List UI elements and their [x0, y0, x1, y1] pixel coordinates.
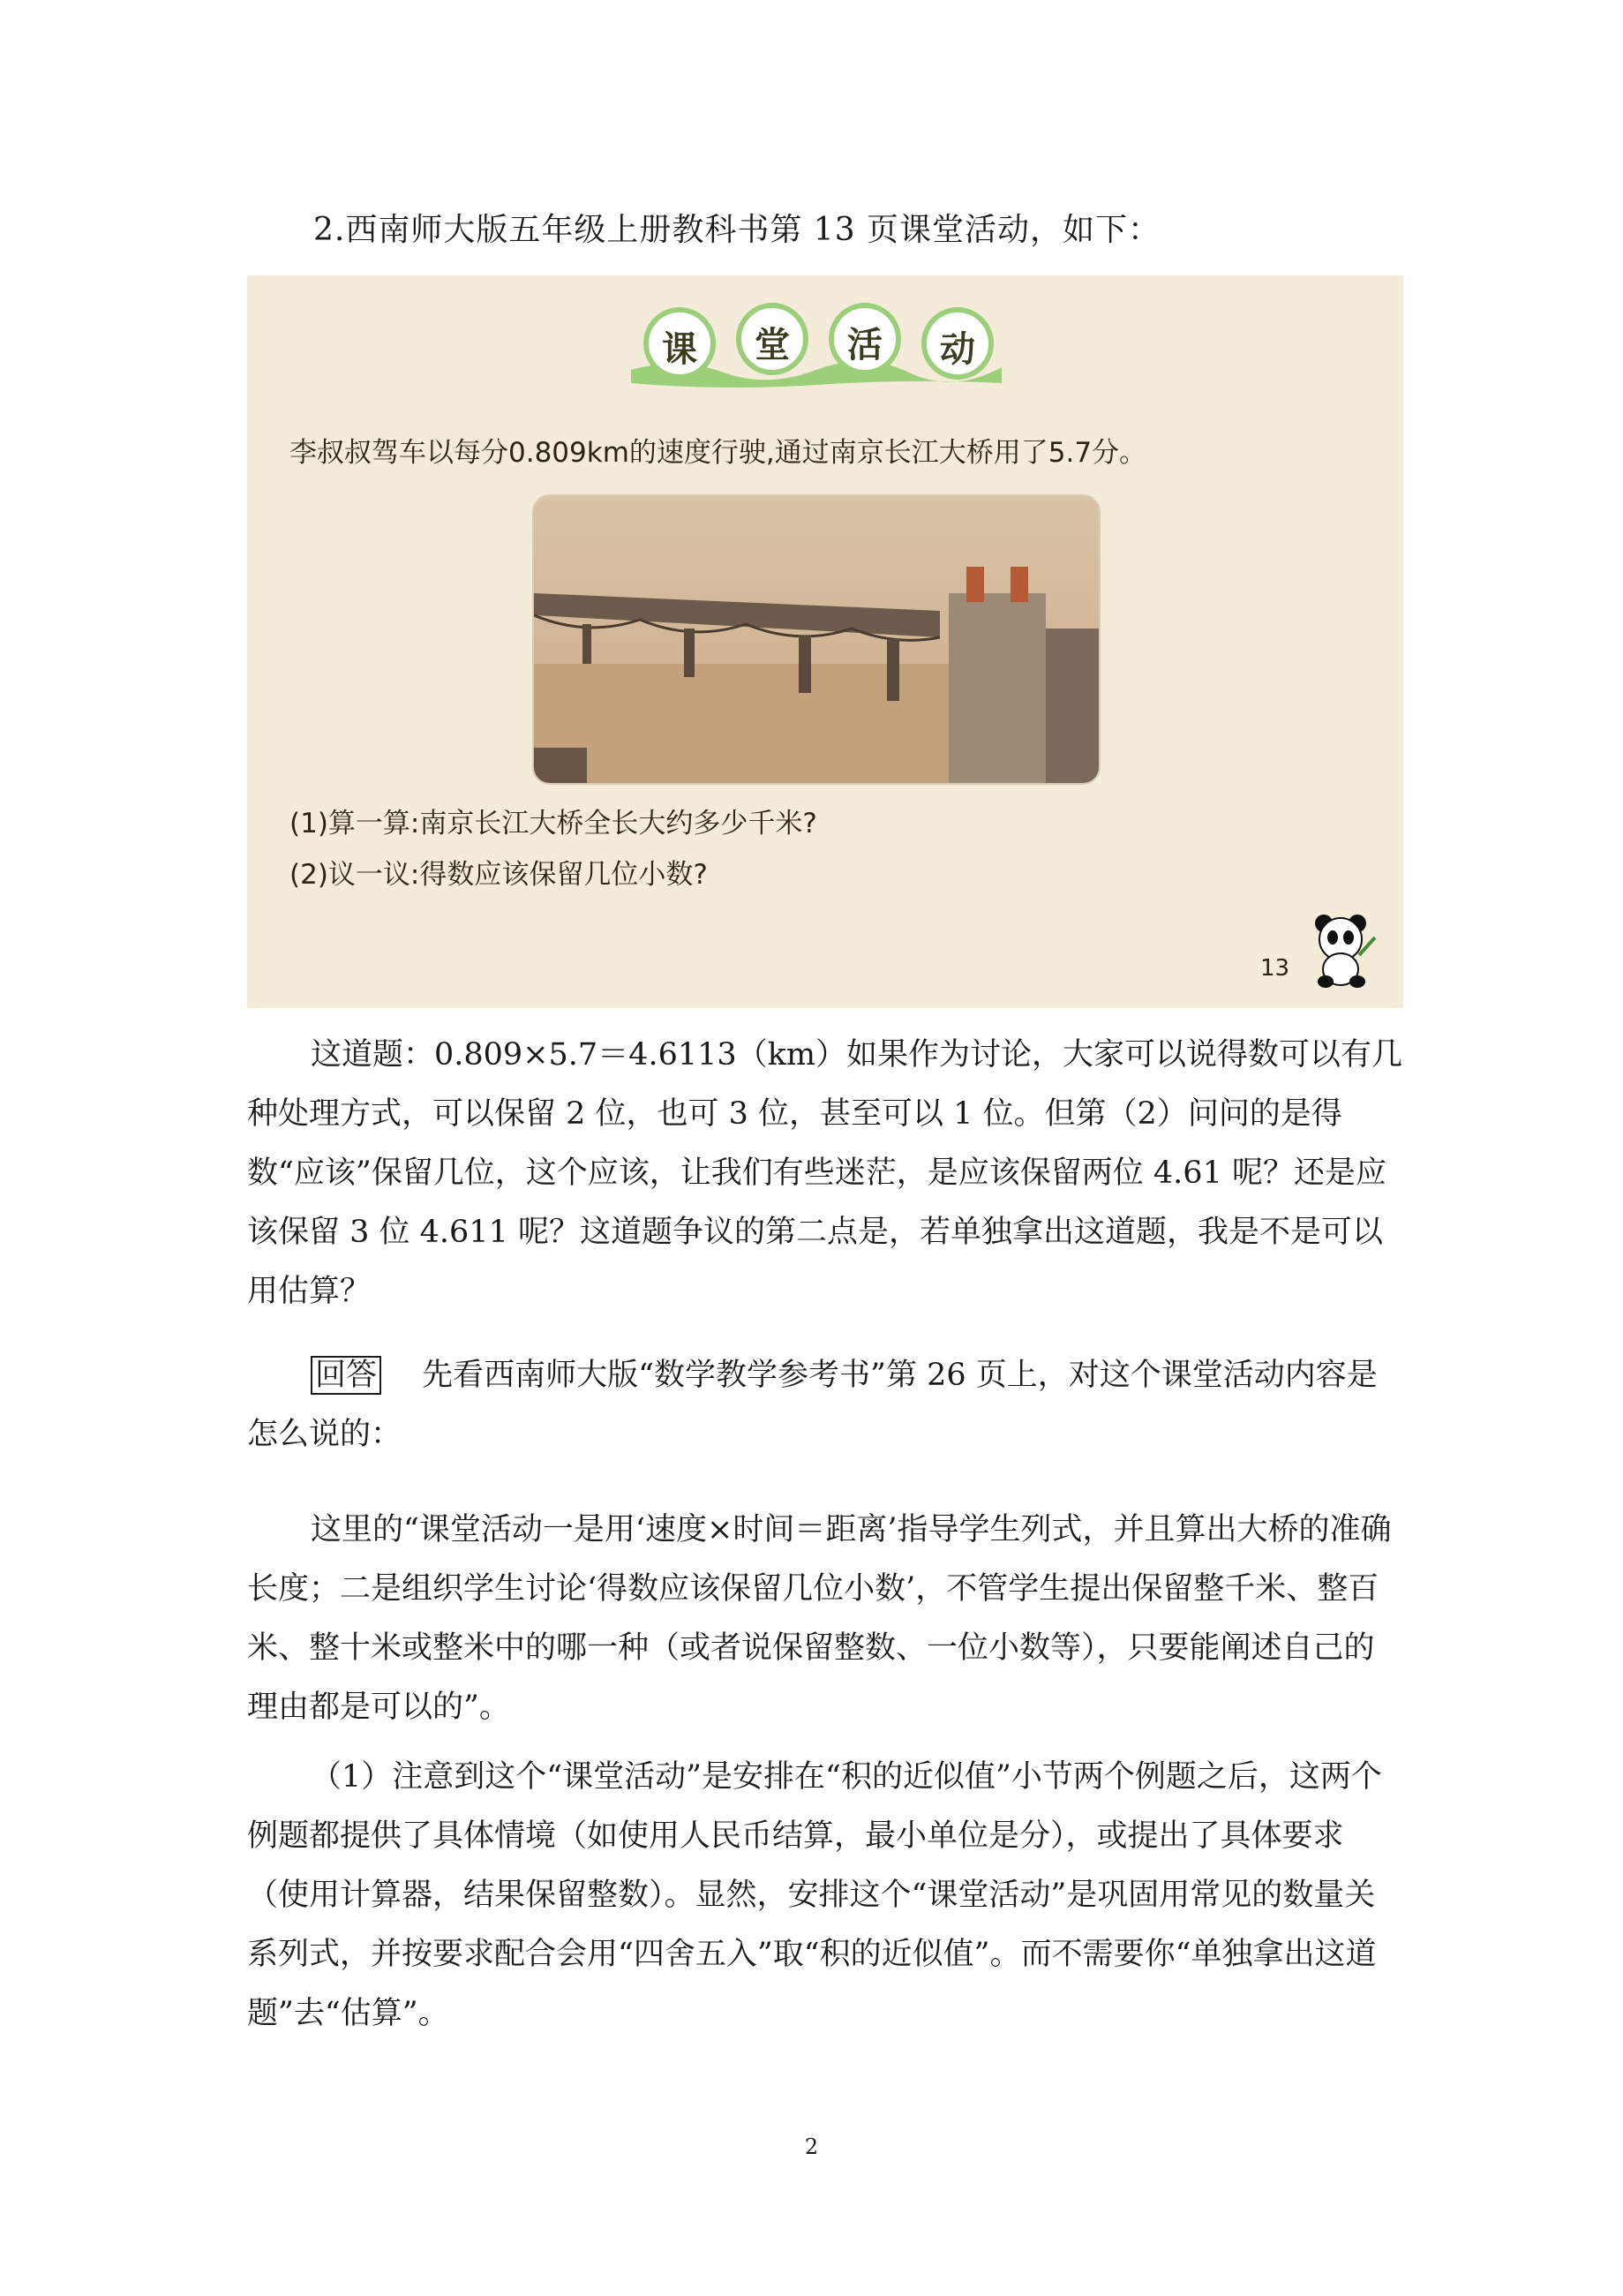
problem-statement: 李叔叔驾车以每分0.809km的速度行驶,通过南京长江大桥用了5.7分。	[289, 437, 1147, 469]
page-number: 2	[804, 2134, 819, 2159]
paragraph-discussion	[247, 1026, 1403, 1321]
classroom-activity-badge	[627, 295, 1006, 392]
textbook-scan	[247, 275, 1403, 1008]
paragraph-point-1	[247, 1748, 1403, 2044]
badge-char-1: 课	[662, 329, 697, 370]
question-2: (2)议一议:得数应该保留几位小数?	[289, 859, 708, 891]
textbook-page-number: 13	[1260, 955, 1290, 982]
paragraph-quote	[247, 1501, 1403, 1737]
paragraph-1: 这道题：0.809×5.7＝4.6113（km）如果作为讨论，大家可以说得数可以有几种处理方式，可以保留 2 位，也可 3 位，甚至可以 1 位。但第（2）问问的是得数“应该”保留几位，这个应该，让我们有些迷茫，是应该保留两位 4.61 呢？还是应该保留 3 位 4.611 呢？这道题争议的第二点是，若单独拿出这道题，我是不是可以用估算？	[247, 1037, 1403, 1309]
badge-char-2: 堂	[755, 325, 790, 365]
question-1: (1)算一算:南京长江大桥全长大约多少千米?	[289, 808, 817, 839]
panda-icon	[1306, 911, 1377, 990]
badge-char-3: 活	[847, 325, 883, 365]
paragraph-answer	[247, 1346, 1403, 1464]
paragraph-2: 先看西南师大版“数学教学参考书”第 26 页上，对这个课堂活动内容是怎么说的：	[247, 1358, 1378, 1452]
badge-char-4: 动	[940, 329, 975, 370]
paragraph-4: （1）注意到这个“课堂活动”是安排在“积的近似值”小节两个例题之后，这两个例题都提供了具体情境（如使用人民币结算，最小单位是分），或提出了具体要求（使用计算器，结果保留整数）。显然，安排这个“课堂活动”是巩固用常见的数量关系列式，并按要求配合会用“四舍五入”取“积的近似值”。而不需要你“单独拿出这道题”去“估算”。	[247, 1759, 1382, 2031]
section-heading: 2.西南师大版五年级上册教科书第 13 页课堂活动，如下：	[313, 212, 1161, 248]
paragraph-3: 这里的“课堂活动一是用‘速度×时间＝距离’指导学生列式，并且算出大桥的准确长度；二是组织学生讨论‘得数应该保留几位小数’，不管学生提出保留整千米、整百米、整十米或整米中的哪一种（或者说保留整数、一位小数等），只要能阐述自己的理由都是可以的”。	[247, 1512, 1392, 1725]
answer-label: 回答	[311, 1356, 381, 1395]
bridge-photo-icon	[532, 494, 1101, 785]
